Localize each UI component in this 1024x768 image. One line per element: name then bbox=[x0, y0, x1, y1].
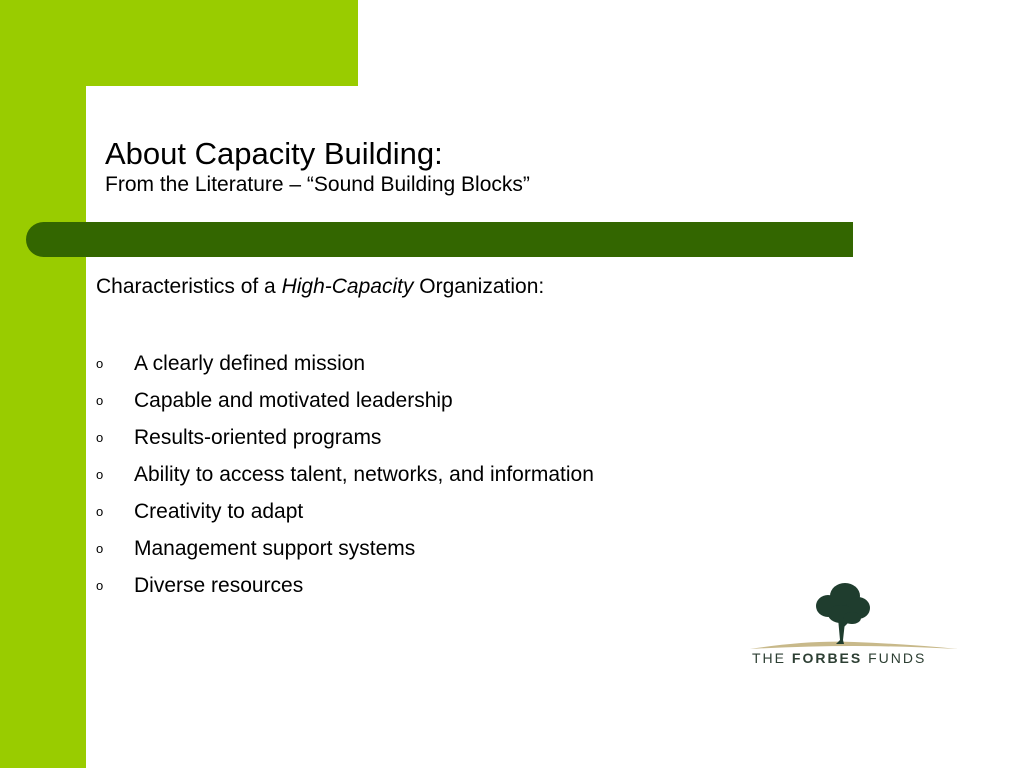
intro-line bbox=[96, 273, 544, 301]
bullet-marker: o bbox=[96, 541, 104, 556]
list-item bbox=[96, 345, 594, 382]
logo-word-the: THE bbox=[752, 650, 786, 666]
bullet-marker: o bbox=[96, 578, 104, 593]
bullet-text: Capable and motivated leadership bbox=[134, 388, 453, 412]
slide-subtitle: From the Literature – “Sound Building Blocks” bbox=[105, 173, 530, 196]
bullet-marker: o bbox=[96, 393, 104, 408]
bullet-text: A clearly defined mission bbox=[134, 351, 366, 375]
list-item bbox=[96, 567, 594, 604]
logo-word-forbes: FORBES bbox=[791, 650, 863, 666]
bullet-list bbox=[96, 345, 594, 604]
forbes-funds-logo bbox=[748, 578, 960, 670]
bullet-text: Results-oriented programs bbox=[134, 425, 382, 449]
list-item bbox=[96, 419, 594, 456]
accent-bar-left bbox=[0, 0, 86, 768]
list-item bbox=[96, 530, 594, 567]
bullet-marker: o bbox=[96, 504, 104, 519]
logo-wordmark bbox=[752, 650, 962, 666]
intro-suffix: Organization: bbox=[413, 275, 545, 298]
title-block bbox=[105, 136, 530, 197]
list-item bbox=[96, 382, 594, 419]
bullet-marker: o bbox=[96, 430, 104, 445]
list-item bbox=[96, 493, 594, 530]
tree-icon bbox=[748, 578, 960, 652]
bullet-marker: o bbox=[96, 467, 104, 482]
divider-bar bbox=[26, 222, 853, 257]
intro-prefix: Characteristics of a bbox=[96, 275, 282, 298]
bullet-text: Management support systems bbox=[134, 536, 416, 560]
bullet-text: Diverse resources bbox=[134, 573, 304, 597]
intro-emphasis: High-Capacity bbox=[281, 275, 414, 298]
slide-title: About Capacity Building: bbox=[105, 136, 443, 171]
bullet-text: Ability to access talent, networks, and information bbox=[134, 462, 594, 486]
bullet-marker: o bbox=[96, 356, 104, 371]
accent-bar-top bbox=[0, 0, 358, 86]
logo-word-funds: FUNDS bbox=[868, 650, 927, 666]
bullet-text: Creativity to adapt bbox=[134, 499, 304, 523]
list-item bbox=[96, 456, 594, 493]
